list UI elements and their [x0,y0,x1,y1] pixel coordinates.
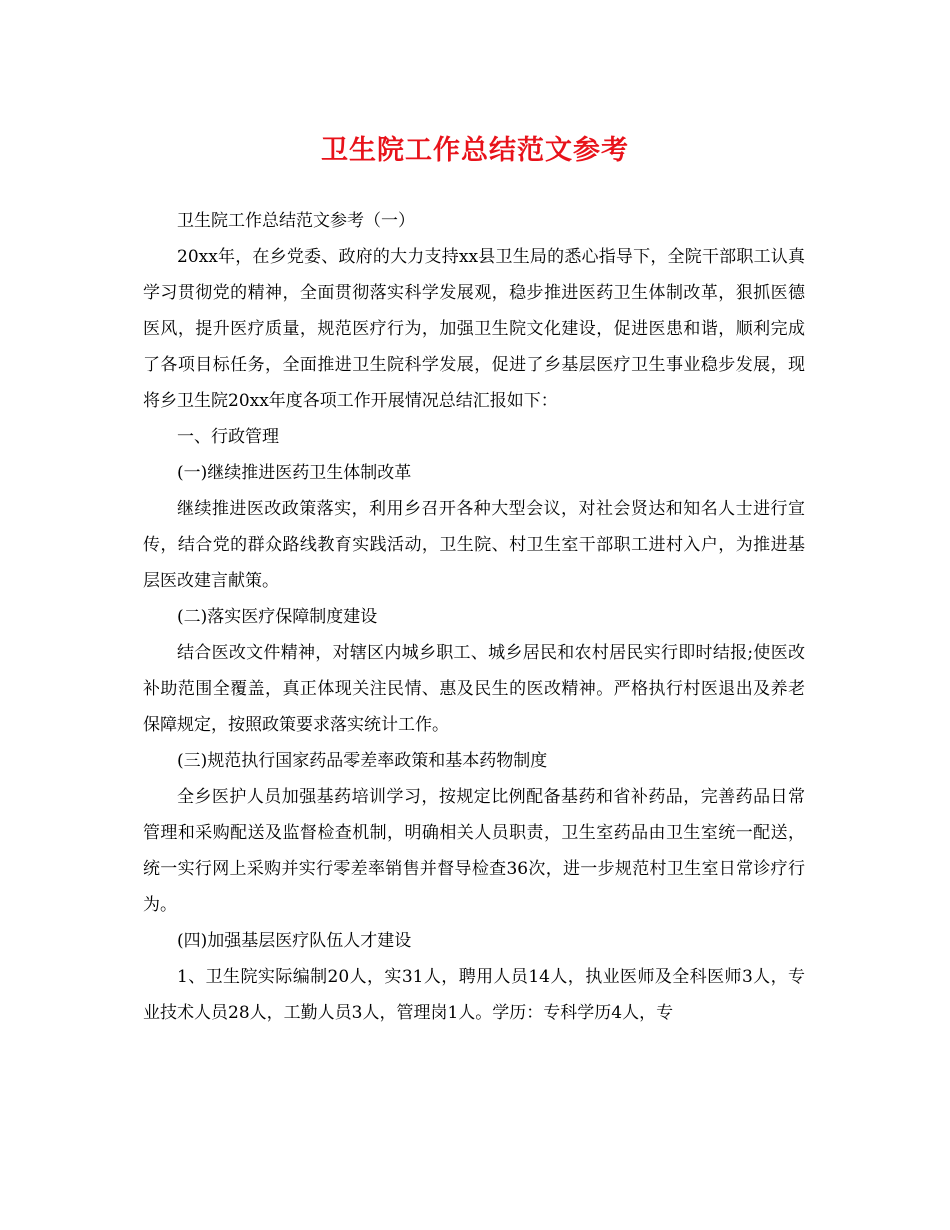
paragraph-drug-policy: 全乡医护人员加强基药培训学习，按规定比例配备基药和省补药品，完善药品日常管理和采购配送及监督检查机制，明确相关人员职责，卫生室药品由卫生室统一配送，统一实行网上采购并实行零差率销售并督导检查36次，进一步规范村卫生室日常诊疗行为。 [143,787,805,915]
section-heading-part-one: 卫生院工作总结范文参考（一） [177,211,415,231]
subheading-insurance: (二)落实医疗保障制度建设 [177,607,378,627]
document-body [143,203,805,1031]
document-title: 卫生院工作总结范文参考 [321,135,629,166]
subheading-staffing: (四)加强基层医疗队伍人才建设 [177,931,412,951]
subheading-drug-policy: (三)规范执行国家药品零差率政策和基本药物制度 [177,751,548,771]
paragraph-staffing: 1、卫生院实际编制20人，实31人，聘用人员14人，执业医师及全科医师3人，专业技术人员28人，工勤人员3人，管理岗1人。学历：专科学历4人，专 [143,967,805,1023]
section-heading-administration: 一、行政管理 [177,427,279,447]
intro-paragraph: 20xx年，在乡党委、政府的大力支持xx县卫生局的悉心指导下，全院干部职工认真学习贯彻党的精神，全面贯彻落实科学发展观，稳步推进医药卫生体制改革，狠抓医德医风，提升医疗质量，规范医疗行为，加强卫生院文化建设，促进医患和谐，顺利完成了各项目标任务，全面推进卫生院科学发展，促进了乡基层医疗卫生事业稳步发展，现将乡卫生院20xx年度各项工作开展情况总结汇报如下： [143,247,805,411]
paragraph-reform: 继续推进医改政策落实，利用乡召开各种大型会议，对社会贤达和知名人士进行宣传，结合党的群众路线教育实践活动，卫生院、村卫生室干部职工进村入户，为推进基层医改建言献策。 [143,499,805,591]
subheading-reform: (一)继续推进医药卫生体制改革 [177,463,412,483]
paragraph-insurance: 结合医改文件精神，对辖区内城乡职工、城乡居民和农村居民实行即时结报;使医改补助范围全覆盖，真正体现关注民情、惠及民生的医改精神。严格执行村医退出及养老保障规定，按照政策要求落实统计工作。 [143,643,805,735]
